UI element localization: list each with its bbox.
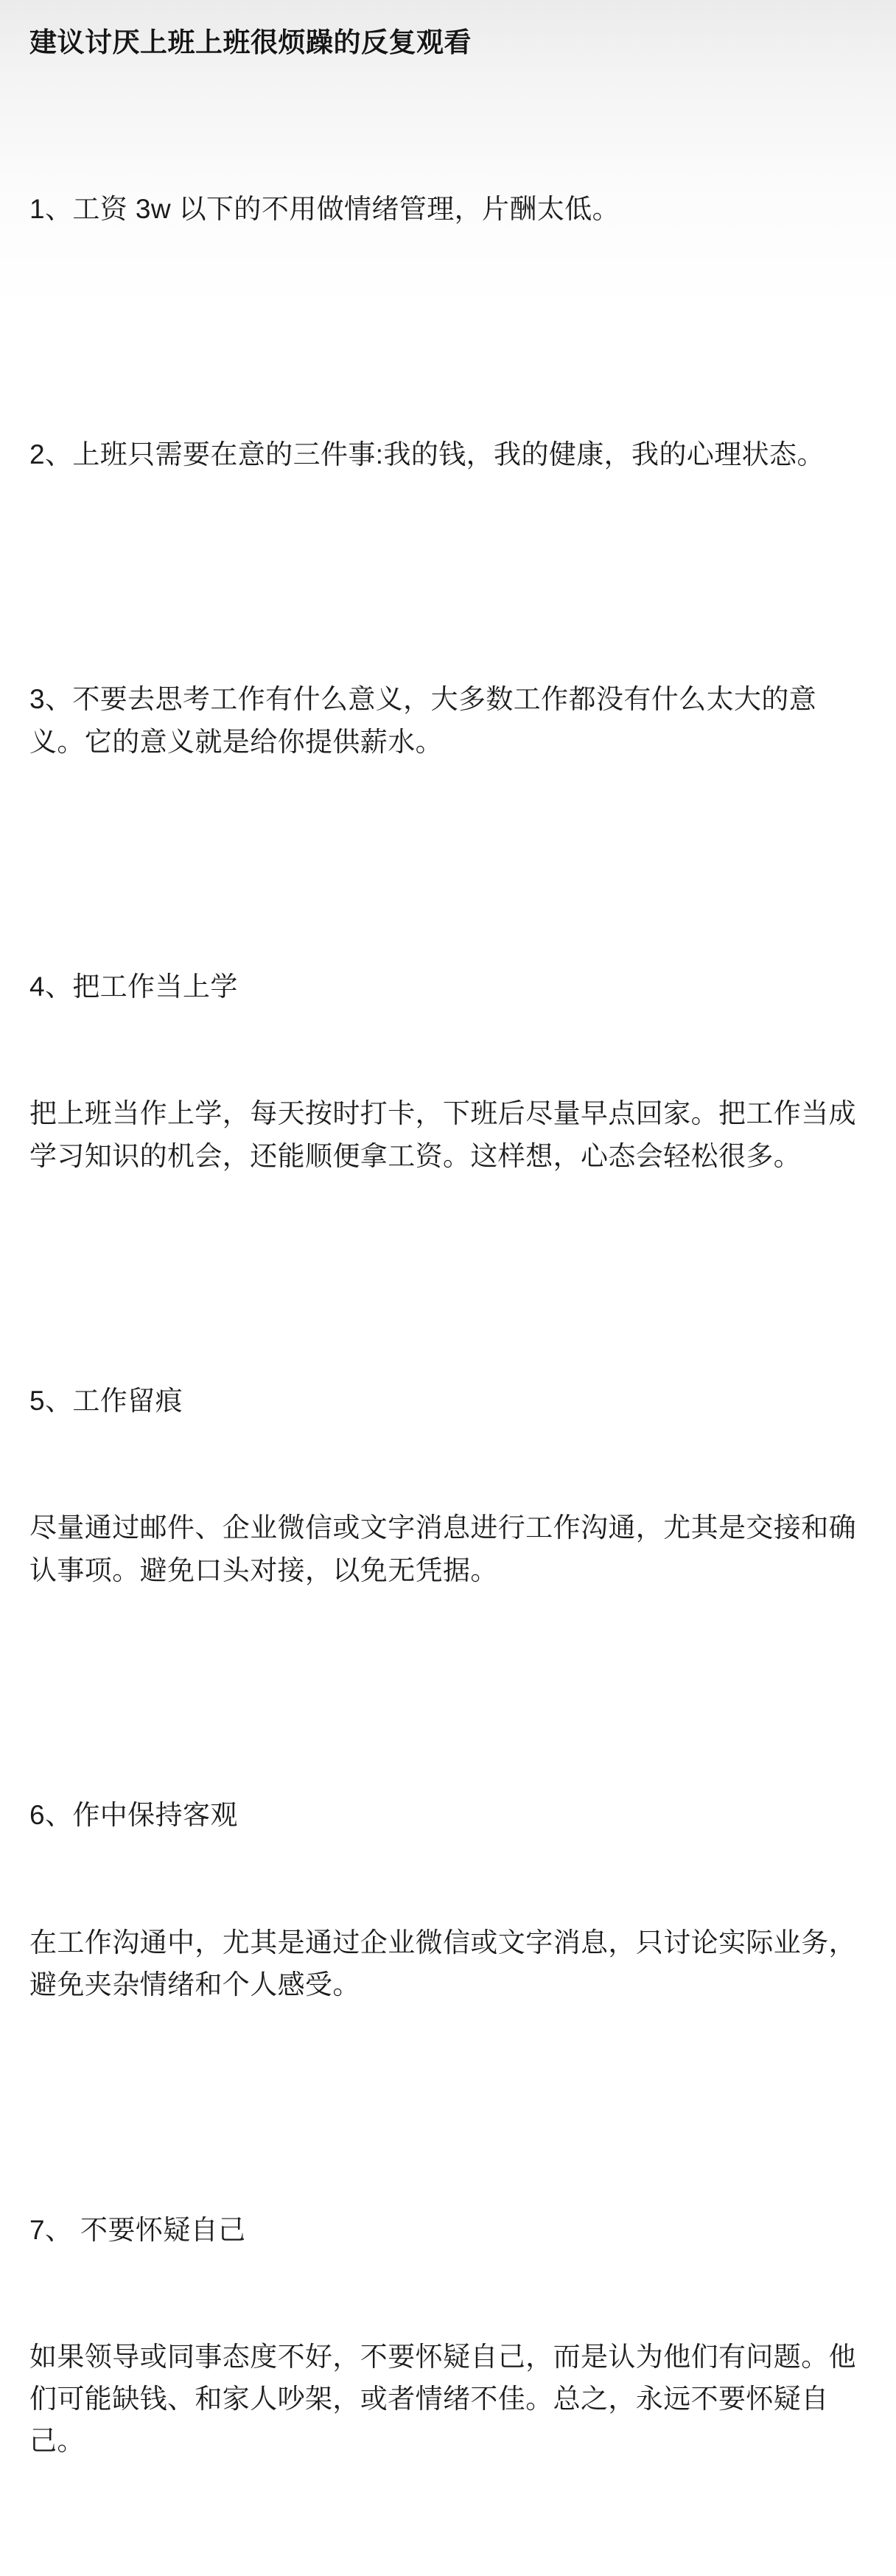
list-item <box>29 1710 867 2090</box>
list-item <box>29 349 867 560</box>
list-item-heading: 1、工资 3w 以下的不用做情绪管理，片酬太低。 <box>29 193 620 224</box>
page-title: 建议讨厌上班上班很烦躁的反复观看 <box>29 27 472 57</box>
list-item-heading: 6、作中保持客观 <box>29 1800 238 1831</box>
list-item-heading: 2、上班只需要在意的三件事:我的钱，我的健康，我的心理状态。 <box>29 439 825 470</box>
list-item <box>29 882 867 1262</box>
list-item-heading: 7、 不要怀疑自己 <box>29 2214 246 2245</box>
list-item <box>29 2124 867 2547</box>
list-item-body: 尽量通过邮件、企业微信或文字消息进行工作沟通，尤其是交接和确认事项。避免口头对接，以免无凭据。 <box>29 1512 856 1585</box>
list-item-heading: 4、把工作当上学 <box>29 971 238 1002</box>
list-item-heading: 5、工作留痕 <box>29 1386 183 1417</box>
list-item <box>29 1296 867 1676</box>
list-item-body: 把上班当作上学，每天按时打卡，下班后尽量早点回家。把工作当成学习知识的机会，还能顺便拿工资。这样想，心态会轻松很多。 <box>29 1098 856 1171</box>
list-item-body: 如果领导或同事态度不好，不要怀疑自己，而是认为他们有问题。他们可能缺钱、和家人吵架，或者情绪不佳。总之，永远不要怀疑自己。 <box>29 2341 856 2457</box>
list-item-heading: 3、不要去思考工作有什么意义，大多数工作都没有什么太大的意义。它的意义就是给你提供薪水。 <box>29 684 817 757</box>
list-item <box>29 103 867 315</box>
list-item-body: 在工作沟通中，尤其是通过企业微信或文字消息，只讨论实际业务，避免夹杂情绪和个人感受。 <box>29 1927 856 2000</box>
list-item <box>29 594 867 848</box>
